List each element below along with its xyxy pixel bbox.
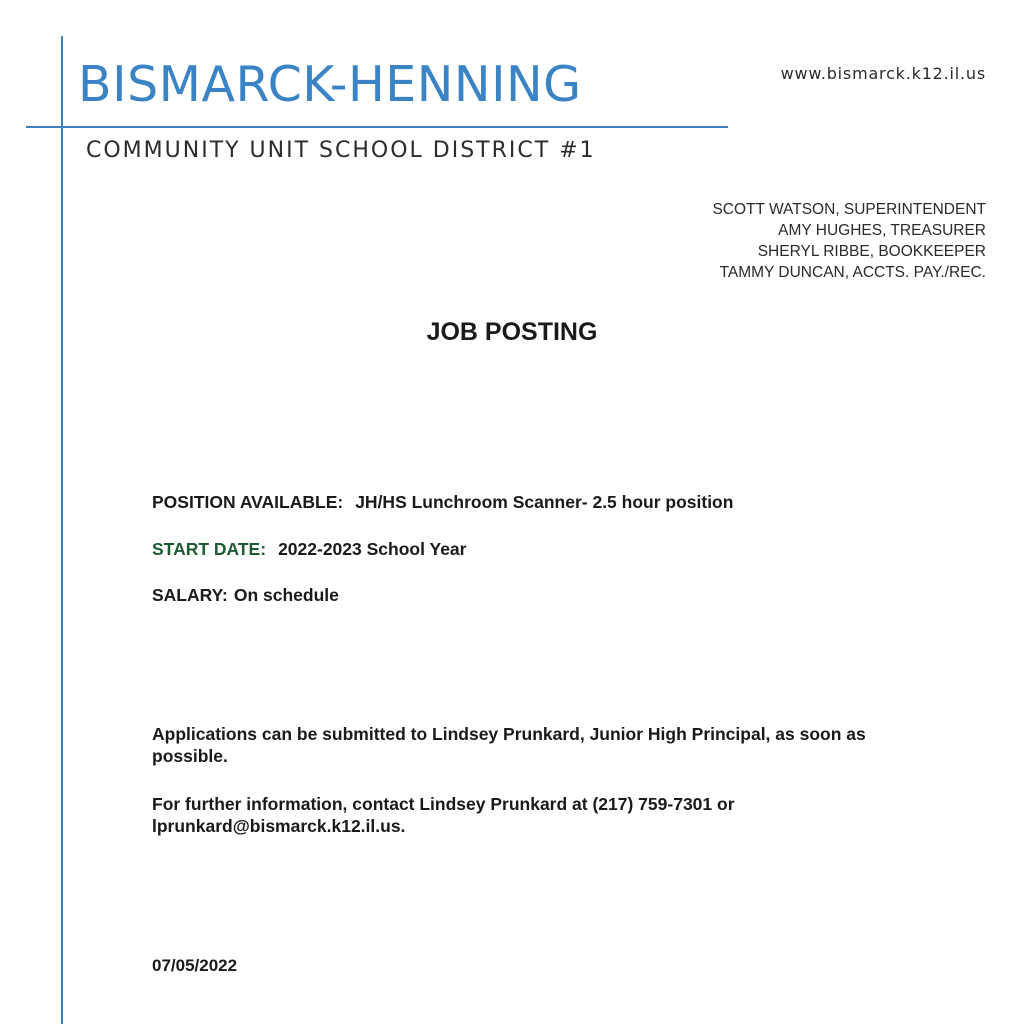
letterhead-horizontal-rule xyxy=(26,126,728,128)
position-value: JH/HS Lunchroom Scanner- 2.5 hour position xyxy=(355,492,734,512)
start-date-label: START DATE: xyxy=(152,539,267,559)
salary-label: SALARY: xyxy=(152,585,228,605)
start-date-value: 2022-2023 School Year xyxy=(278,539,467,559)
posting-title: JOB POSTING xyxy=(426,318,598,346)
staff-member: AMY HUGHES, TREASURER xyxy=(778,222,986,239)
letterhead-vertical-rule xyxy=(61,36,63,1024)
position-label: POSITION AVAILABLE: xyxy=(152,492,344,512)
posting-date: 07/05/2022 xyxy=(152,956,238,975)
contact-paragraph: For further information, contact Lindsey Prunkard at (217) 759-7301 or lprunkard@bismarck.k12.il.us. xyxy=(152,794,735,836)
district-subtitle: COMMUNITY UNIT SCHOOL DISTRICT #1 xyxy=(86,138,596,163)
position-field xyxy=(152,492,733,513)
staff-list xyxy=(712,199,986,283)
salary-field xyxy=(152,585,339,606)
staff-member: SHERYL RIBBE, BOOKKEEPER xyxy=(757,243,986,260)
start-date-field xyxy=(152,539,466,560)
district-name: BISMARCK-HENNING xyxy=(78,56,582,113)
applications-paragraph: Applications can be submitted to Lindsey Prunkard, Junior High Principal, as soon as possible. xyxy=(152,724,866,766)
staff-member: SCOTT WATSON, SUPERINTENDENT xyxy=(712,201,986,218)
salary-value: On schedule xyxy=(233,585,339,605)
staff-member: TAMMY DUNCAN, ACCTS. PAY./REC. xyxy=(719,264,986,281)
district-website: www.bismarck.k12.il.us xyxy=(780,64,986,83)
